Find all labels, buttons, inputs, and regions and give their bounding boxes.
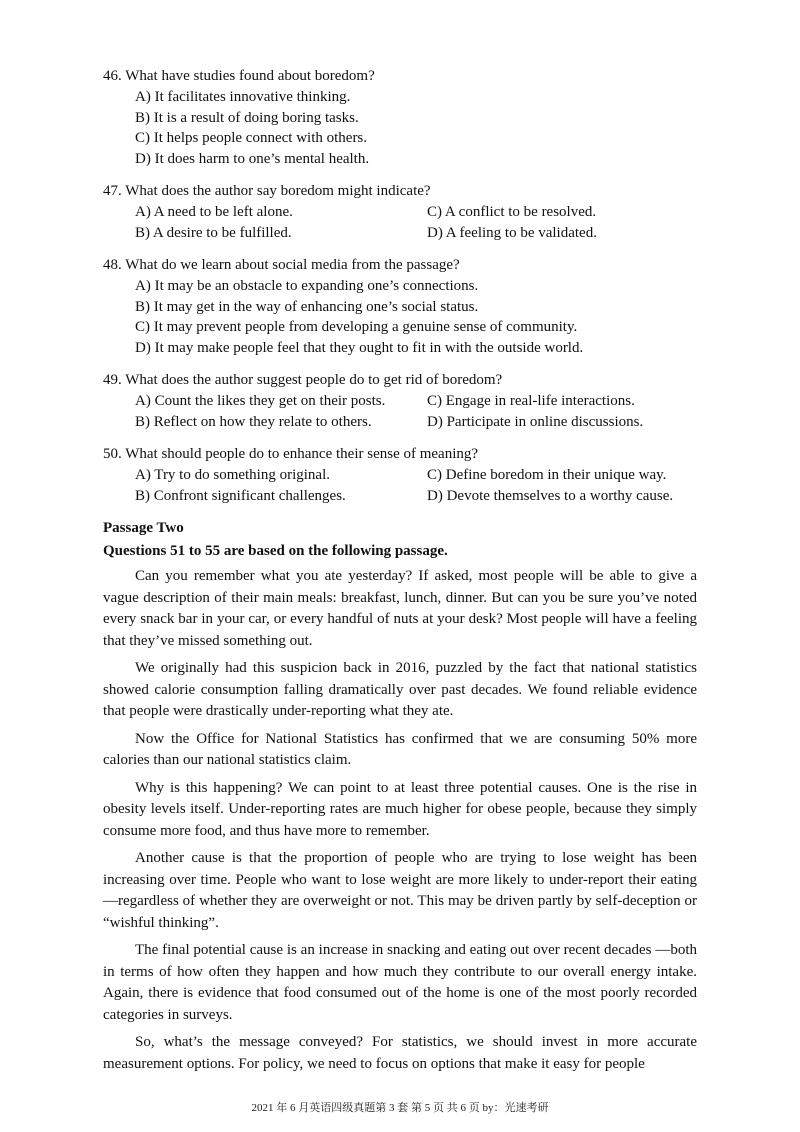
option-b: B) It may get in the way of enhancing one’s social status. [135, 298, 479, 315]
paragraph: So, what’s the message conveyed? For statistics, we should invest in more accurate measurement options. For policy, we need to focus on options that make it easy for people [103, 1034, 697, 1072]
option-row [103, 223, 703, 244]
option-b: B) A desire to be fulfilled. [135, 224, 292, 241]
question-47 [103, 181, 703, 243]
option-row [103, 465, 703, 486]
question-49 [103, 370, 703, 432]
question-stem: 46. What have studies found about boredom? [103, 68, 375, 84]
paragraph: Why is this happening? We can point to at least three potential causes. One is the rise in obesity levels itself. Under-reporting rates are much higher for obese people, because they simply consume more food, and thus have more to remember. [103, 779, 697, 839]
question-stem: 47. What does the author say boredom might indicate? [103, 183, 431, 199]
option-c: C) It helps people connect with others. [135, 130, 368, 147]
option-c: C) Define boredom in their unique way. [427, 466, 667, 483]
option-d: D) It does harm to one’s mental health. [135, 151, 370, 168]
passage-body [103, 566, 697, 1081]
passage-subtitle: Questions 51 to 55 are based on the following passage. [103, 543, 448, 559]
option-row [103, 391, 703, 412]
option-row [103, 412, 703, 433]
question-48 [103, 255, 703, 359]
option-c: C) Engage in real-life interactions. [427, 392, 635, 409]
question-46 [103, 66, 703, 170]
question-50 [103, 444, 703, 506]
option-d: D) Devote themselves to a worthy cause. [427, 487, 674, 504]
question-stem: 48. What do we learn about social media from the passage? [103, 257, 460, 273]
option-a: A) Count the likes they get on their posts. [135, 392, 386, 409]
passage-title: Passage Two [103, 520, 184, 536]
option-row [103, 202, 703, 223]
option-c: C) It may prevent people from developing a genuine sense of community. [135, 319, 578, 336]
paragraph: We originally had this suspicion back in 2016, puzzled by the fact that national statistics showed calorie consumption falling dramatically over past decades. We found reliable evidence that people were drastically under-reporting what they ate. [103, 660, 697, 719]
option-a: A) It facilitates innovative thinking. [135, 88, 351, 105]
option-b: B) It is a result of doing boring tasks. [135, 109, 359, 126]
option-a: A) A need to be left alone. [135, 203, 293, 220]
paragraph: Now the Office for National Statistics has confirmed that we are consuming 50% more calories than our national statistics claim. [103, 730, 697, 768]
option-d: D) Participate in online discussions. [427, 413, 644, 430]
paragraph: Another cause is that the proportion of people who are trying to lose weight has been increasing over time. People who want to lose weight are more likely to under-report their eating—regardless of whether they are overweight or not. This may be driven partly by self-deception or “wishful thinking”. [103, 850, 697, 931]
paragraph: Can you remember what you ate yesterday? If asked, most people will be able to give a vague description of their main meals: breakfast, lunch, dinner. But can you be sure you’ve noted every snack bar in your car, or every handful of nuts at your desk? Most people will have a feeling that they’ve missed something out. [103, 568, 697, 649]
option-row [103, 486, 703, 507]
paragraph: The final potential cause is an increase in snacking and eating out over recent decades —both in terms of how often they happen and how much they contribute to our overall energy intake. Again, there is evidence that food consumed out of the home is one of the most poorly recorded categories in surveys. [103, 942, 697, 1023]
question-stem: 49. What does the author suggest people do to get rid of boredom? [103, 372, 503, 388]
option-b: B) Confront significant challenges. [135, 487, 346, 504]
question-stem: 50. What should people do to enhance their sense of meaning? [103, 446, 479, 462]
page-footer: 2021 年 6 月英语四级真题第 3 套 第 5 页 共 6 页 by：光速考研 [251, 1102, 549, 1114]
option-d: D) It may make people feel that they ought to fit in with the outside world. [135, 340, 584, 357]
option-a: A) Try to do something original. [135, 466, 331, 483]
option-d: D) A feeling to be validated. [427, 224, 597, 241]
option-c: C) A conflict to be resolved. [427, 203, 597, 220]
option-b: B) Reflect on how they relate to others. [135, 413, 372, 430]
option-a: A) It may be an obstacle to expanding one’s connections. [135, 277, 479, 294]
